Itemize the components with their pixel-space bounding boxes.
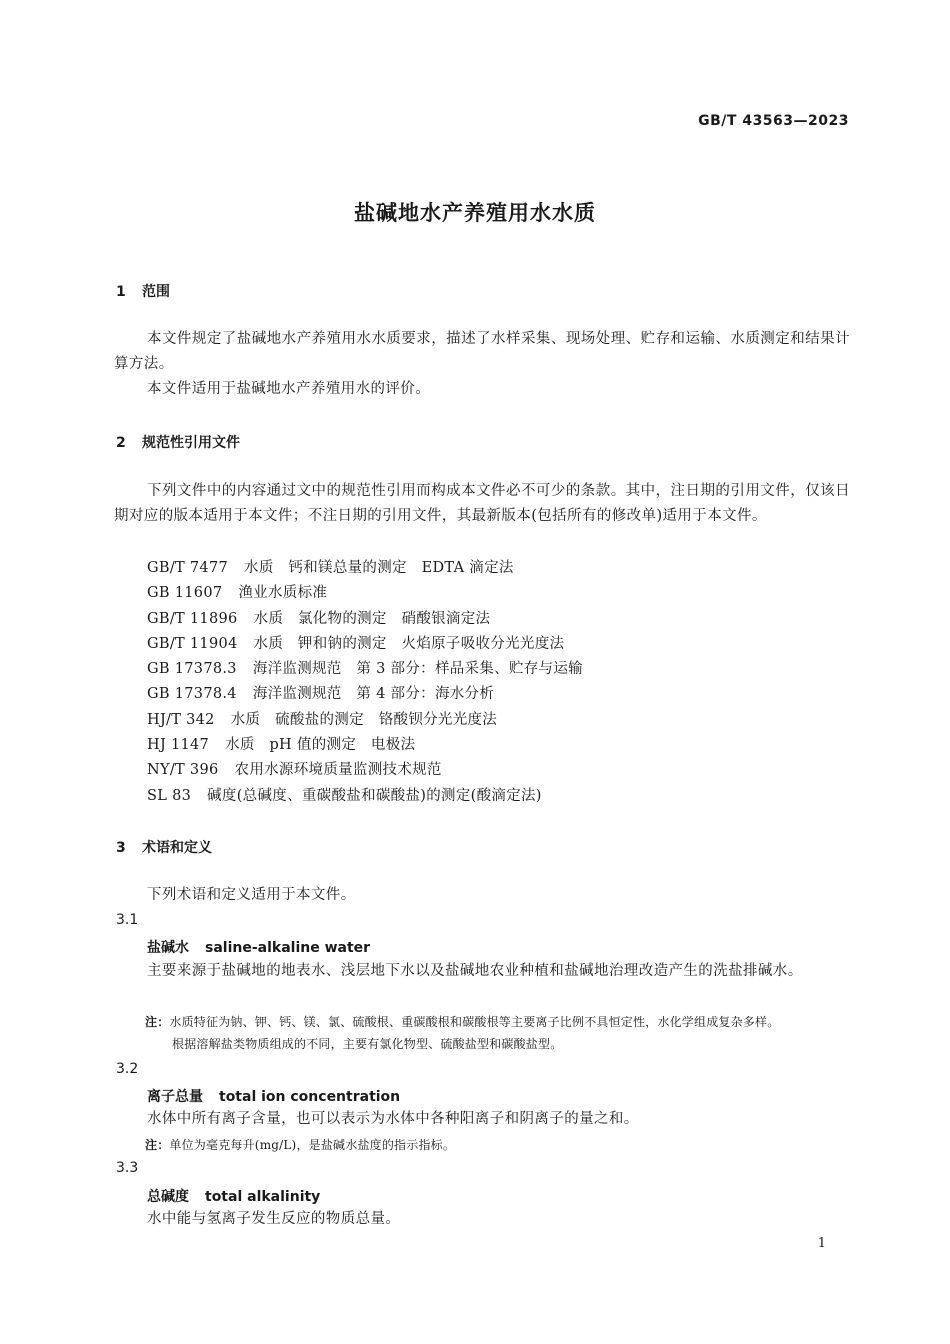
- reference-title: 碱度(总碱度、重碳酸盐和碳酸盐)的测定(酸滴定法): [207, 788, 542, 804]
- section-number: 2: [116, 435, 126, 451]
- term-note: [145, 1011, 860, 1055]
- reference-item: [147, 784, 542, 805]
- term-number: 3.2: [116, 1061, 139, 1077]
- term-note: [145, 1134, 860, 1156]
- reference-title: 水质 钙和镁总量的测定 EDTA 滴定法: [244, 560, 514, 576]
- note-text-line-1: 水质特征为钠、钾、钙、镁、氯、硫酸根、重碳酸根和碳酸根等主要离子比例不具恒定性，水化学组成复杂多样。: [169, 1015, 780, 1029]
- reference-title: 水质 氯化物的测定 硝酸银滴定法: [253, 611, 491, 627]
- section-number: 3: [116, 840, 126, 856]
- term-en: total alkalinity: [205, 1189, 321, 1205]
- reference-code: HJ 1147: [147, 737, 210, 753]
- term-number: 3.1: [116, 912, 139, 928]
- section-1-paragraph-2: 本文件适用于盐碱地水产养殖用水的评价。: [147, 381, 431, 397]
- section-1-paragraph-1: 本文件规定了盐碱地水产养殖用水水质要求，描述了水样采集、现场处理、贮存和运输、水质测定和结果计算方法。: [114, 331, 850, 372]
- term-number: 3.3: [116, 1160, 139, 1176]
- reference-code: SL 83: [147, 788, 192, 804]
- term-heading: [147, 937, 370, 957]
- reference-title: 农用水源环境质量监测技术规范: [234, 762, 442, 778]
- term-definition: 主要来源于盐碱地的地表水、浅层地下水以及盐碱地农业种植和盐碱地治理改造产生的洗盐排碱水。: [147, 963, 803, 979]
- reference-code: GB 11607: [147, 585, 223, 601]
- note-label: 注：: [145, 1138, 170, 1152]
- reference-item: [147, 657, 583, 678]
- reference-item: [147, 758, 442, 779]
- note-text-line-2: 根据溶解盐类物质组成的不同，主要有氯化物型、硫酸盐型和碳酸盐型。: [172, 1037, 563, 1051]
- term-zh: 总碱度: [147, 1189, 189, 1205]
- term-zh: 盐碱水: [147, 940, 189, 956]
- section-title: 规范性引用文件: [142, 435, 240, 451]
- section-3-intro: 下列术语和定义适用于本文件。: [147, 887, 356, 903]
- term-heading: [147, 1186, 320, 1206]
- term-zh: 离子总量: [147, 1089, 203, 1105]
- section-2-intro: 下列文件中的内容通过文中的规范性引用而构成本文件必不可少的条款。其中，注日期的引用文件，仅该日期对应的版本适用于本文件；不注日期的引用文件，其最新版本(包括所有的修改单)适用于本文件。: [114, 483, 850, 524]
- reference-title: 水质 硫酸盐的测定 铬酸钡分光光度法: [230, 712, 498, 728]
- reference-code: NY/T 396: [147, 762, 219, 778]
- term-en: saline-alkaline water: [205, 940, 371, 956]
- page-number: 1: [817, 1236, 826, 1251]
- term-definition: 水中能与氢离子发生反应的物质总量。: [147, 1211, 401, 1227]
- section-3-heading: [116, 837, 212, 857]
- reference-code: HJ/T 342: [147, 712, 215, 728]
- section-2-heading: [116, 432, 240, 452]
- reference-item: [147, 708, 497, 729]
- term-definition: 水体中所有离子含量，也可以表示为水体中各种阳离子和阴离子的量之和。: [147, 1111, 639, 1127]
- term-heading: [147, 1086, 400, 1106]
- section-number: 1: [116, 284, 126, 300]
- reference-item: [147, 733, 415, 754]
- reference-item: [147, 632, 564, 653]
- reference-item: [147, 581, 327, 602]
- reference-code: GB 17378.4: [147, 686, 237, 702]
- note-label: 注：: [145, 1015, 170, 1029]
- reference-title: 海洋监测规范 第 3 部分：样品采集、贮存与运输: [252, 661, 583, 677]
- reference-code: GB 17378.3: [147, 661, 237, 677]
- reference-item: [147, 607, 490, 628]
- reference-code: GB/T 11904: [147, 636, 238, 652]
- reference-item: [147, 556, 514, 577]
- reference-title: 渔业水质标准: [238, 585, 328, 601]
- reference-title: 水质 钾和钠的测定 火焰原子吸收分光光度法: [253, 636, 565, 652]
- term-en: total ion concentration: [219, 1089, 401, 1105]
- section-title: 术语和定义: [142, 840, 212, 856]
- document-title: 盐碱地水产养殖用水水质: [354, 201, 596, 225]
- reference-code: GB/T 7477: [147, 560, 229, 576]
- reference-code: GB/T 11896: [147, 611, 238, 627]
- reference-title: 水质 pH 值的测定 电极法: [225, 737, 416, 753]
- section-title: 范围: [142, 284, 170, 300]
- note-text-line-1: 单位为毫克每升(mg/L)，是盐碱水盐度的指示指标。: [169, 1138, 456, 1152]
- section-1-heading: [116, 281, 170, 301]
- reference-title: 海洋监测规范 第 4 部分：海水分析: [252, 686, 495, 702]
- standard-code: GB/T 43563—2023: [698, 113, 849, 129]
- reference-item: [147, 682, 494, 703]
